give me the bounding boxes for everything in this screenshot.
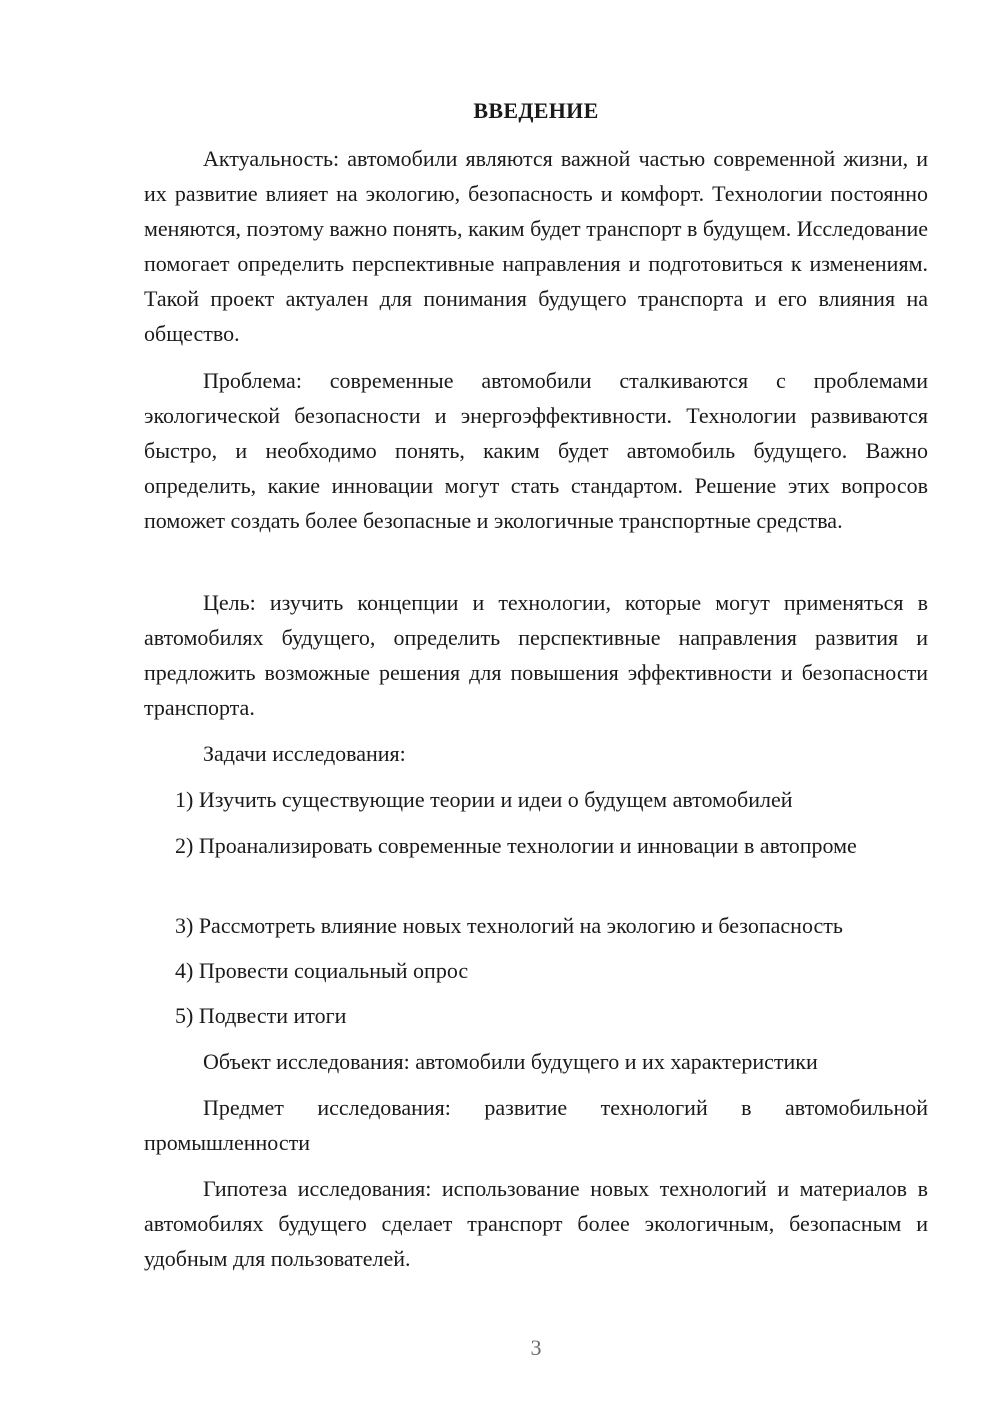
task-item-3: 3) Рассмотреть влияние новых технологий на экологию и безопасность [175,913,843,938]
page-number: 3 [530,1335,542,1360]
task-item-2: 2) Проанализировать современные технологии и инновации в автопроме [175,833,857,858]
paragraph-goal: Цель: изучить концепции и технологии, которые могут применяться в автомобилях будущего, определить перспективные направления развития и предложить возможные решения для повышения эффективности и безопасности транспорта. [144,590,928,720]
task-item-4: 4) Провести социальный опрос [175,958,469,983]
paragraph-hypothesis: Гипотеза исследования: использование новых технологий и материалов в автомобилях будущего сделает транспорт более экологичным, безопасным и удобным для пользователей. [144,1176,928,1271]
tasks-heading: Задачи исследования: [203,741,406,766]
task-item-5: 5) Подвести итоги [175,1003,347,1028]
paragraph-subject: Предмет исследования: развитие технологий в автомобильной промышленности [144,1095,928,1155]
paragraph-problem: Проблема: современные автомобили сталкиваются с проблемами экологической безопасности и энергоэффективности. Технологии развиваются быстро, и необходимо понять, каким будет автомобиль будущего. Важно определить, какие инновации могут стать стандартом. Решение этих вопросов поможет создать более безопасные и экологичные транспортные средства. [144,368,928,533]
paragraph-object: Объект исследования: автомобили будущего и их характеристики [203,1049,818,1074]
paragraph-relevance: Актуальность: автомобили являются важной частью современной жизни, и их развитие влияет на экологию, безопасность и комфорт. Технологии постоянно меняются, поэтому важно понять, каким будет транспорт в будущем. Исследование помогает определить перспективные направления и подготовиться к изменениям. Такой проект актуален для понимания будущего транспорта и его влияния на общество. [144,146,928,346]
section-title: ВВЕДЕНИЕ [473,98,599,123]
task-item-1: 1) Изучить существующие теории и идеи о будущем автомобилей [175,787,793,812]
